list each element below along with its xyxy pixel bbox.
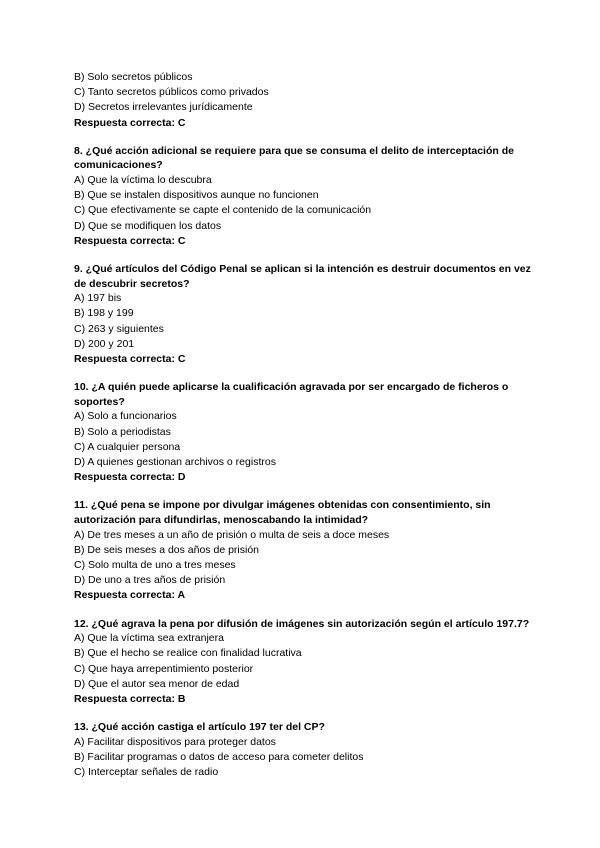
question-8 bbox=[74, 144, 534, 249]
option-d: D) A quienes gestionan archivos o registros bbox=[74, 456, 276, 469]
option-c: C) Que efectivamente se capte el contenido de la comunicación bbox=[74, 204, 372, 217]
option-a: A) 197 bis bbox=[74, 292, 122, 305]
option-d: D) Secretos irrelevantes jurídicamente bbox=[74, 101, 253, 114]
option-c: C) Tanto secretos públicos como privados bbox=[74, 86, 269, 99]
option-d: D) Que el autor sea menor de edad bbox=[74, 677, 240, 690]
option-a: A) Que la víctima sea extranjera bbox=[74, 632, 224, 645]
question-title: 10. ¿A quién puede aplicarse la cualificación agravada por ser encargado de ficheros o soportes? bbox=[74, 381, 509, 408]
option-d: D) 200 y 201 bbox=[74, 337, 135, 350]
answer-line: Respuesta correcta: D bbox=[74, 471, 186, 484]
question-11 bbox=[74, 498, 534, 603]
question-9 bbox=[74, 262, 534, 367]
option-d: D) De uno a tres años de prisión bbox=[74, 574, 226, 587]
question-7-continuation bbox=[74, 70, 534, 131]
option-a: A) Que la víctima lo descubra bbox=[74, 174, 212, 186]
answer-line: Respuesta correcta: B bbox=[74, 693, 186, 706]
question-10 bbox=[74, 380, 534, 485]
answer-line: Respuesta correcta: C bbox=[74, 116, 186, 129]
document-page bbox=[74, 70, 534, 780]
option-c: C) Interceptar señales de radio bbox=[74, 766, 219, 779]
question-title: 8. ¿Qué acción adicional se requiere para que se consuma el delito de interceptación de comunicaciones? bbox=[74, 144, 514, 172]
question-title: 13. ¿Qué acción castiga el artículo 197 ter del CP? bbox=[74, 721, 325, 734]
option-b: B) 198 y 199 bbox=[74, 307, 134, 320]
option-b: B) Facilitar programas o datos de acceso para cometer delitos bbox=[74, 751, 364, 764]
answer-line: Respuesta correcta: C bbox=[74, 234, 186, 247]
option-b: B) De seis meses a dos años de prisión bbox=[74, 543, 260, 556]
option-a: A) De tres meses a un año de prisión o multa de seis a doce meses bbox=[74, 528, 390, 541]
option-d: D) Que se modifiquen los datos bbox=[74, 219, 222, 232]
question-title: 12. ¿Qué agrava la pena por difusión de imágenes sin autorización según el artículo 197.7? bbox=[74, 617, 530, 630]
option-c: C) 263 y siguientes bbox=[74, 322, 164, 335]
option-a: A) Solo a funcionarios bbox=[74, 410, 177, 423]
option-b: B) Solo secretos públicos bbox=[74, 71, 193, 83]
answer-line: Respuesta correcta: C bbox=[74, 353, 186, 366]
option-b: B) Solo a periodistas bbox=[74, 425, 171, 438]
question-title: 9. ¿Qué artículos del Código Penal se aplican si la intención es destruir documentos en vez de descubrir secretos? bbox=[74, 263, 531, 290]
question-13 bbox=[74, 720, 534, 780]
option-c: C) Que haya arrepentimiento posterior bbox=[74, 662, 254, 675]
question-title: 11. ¿Qué pena se impone por divulgar imágenes obtenidas con consentimiento, sin autorización para difundirlas, menoscabando la intimidad? bbox=[74, 499, 491, 527]
answer-line: Respuesta correcta: A bbox=[74, 589, 186, 602]
option-b: B) Que se instalen dispositivos aunque no funcionen bbox=[74, 189, 319, 202]
option-b: B) Que el hecho se realice con finalidad lucrativa bbox=[74, 647, 302, 660]
option-c: C) Solo multa de uno a tres meses bbox=[74, 559, 236, 572]
option-c: C) A cualquier persona bbox=[74, 440, 181, 453]
option-a: A) Facilitar dispositivos para proteger datos bbox=[74, 735, 276, 748]
question-12 bbox=[74, 617, 534, 708]
